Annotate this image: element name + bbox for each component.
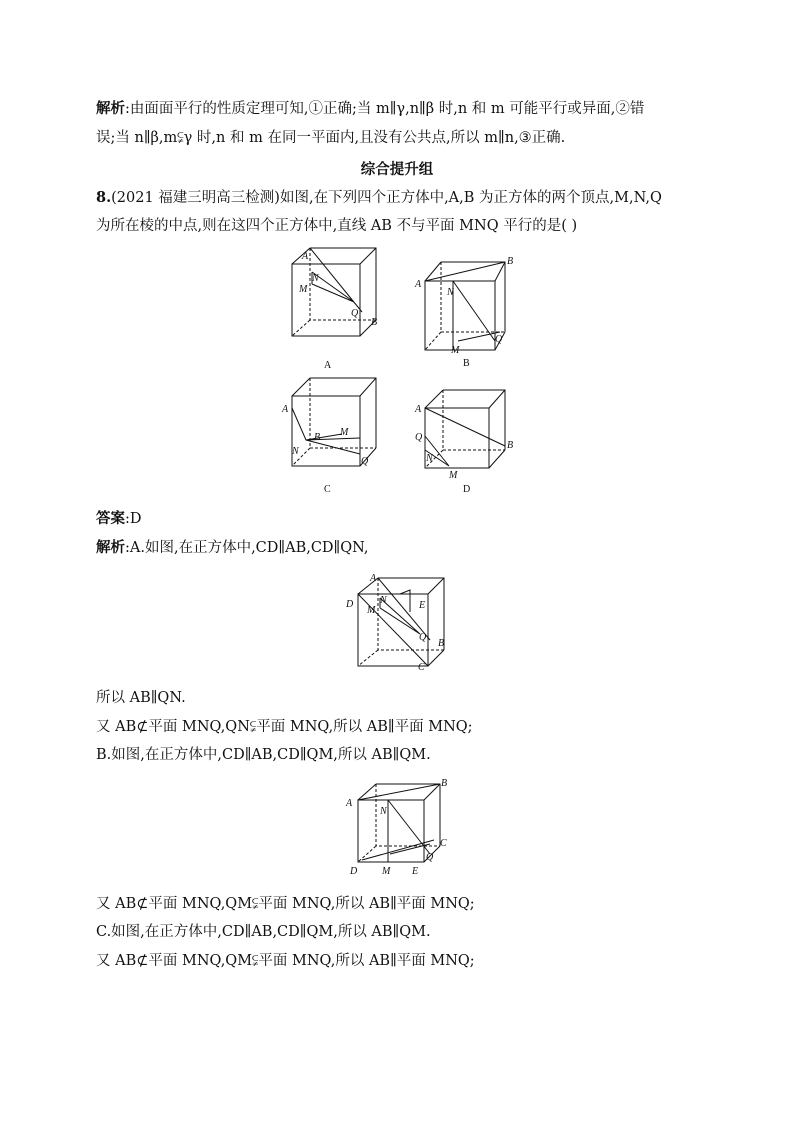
solution-figure-a [340,570,460,680]
analysis-text: :由面面平行的性质定理可知,①正确;当 m∥γ,n∥β 时,n 和 m 可能平行或异面,②错 [125,101,645,117]
question-line-1 [96,188,662,208]
fig-c-label-n: N [292,446,299,457]
answer-value: :D [125,511,142,527]
fig-a-label-q: Q [351,308,359,319]
figure-a [282,248,382,374]
sol-b-label-b: B [441,778,448,789]
sol-b-label-c: C [440,838,447,849]
fig-a-caption: A [324,360,332,371]
fig-c-label-m: M [340,427,349,438]
fig-b-label-b: B [507,256,514,267]
fig-b-label-m: M [451,345,460,356]
fig-a-label-b: B [371,317,378,328]
fig-a-label-m: M [299,284,308,295]
sol-b-label-q: Q [426,852,434,863]
fig-a-label-n: N [312,273,319,284]
solution-figure-b [340,776,460,882]
sol-a-label-n: N [380,595,387,606]
sol-b-label-a: A [346,798,353,809]
fig-d-label-q: Q [415,432,423,443]
solution-a-intro [96,538,369,558]
prev-analysis-line-2: 误;当 n∥β,m⫋γ 时,n 和 m 在同一平面内,且没有公共点,所以 m∥n,③正确. [96,130,566,146]
sol-a-label-c: C [418,662,425,673]
solution-b-intro: B.如图,在正方体中,CD∥AB,CD∥QM,所以 AB∥QM. [96,747,431,763]
fig-d-label-m: M [449,470,458,481]
sol-b-label-d: D [350,866,358,877]
question-line-2: 为所在棱的中点,则在这四个正方体中,直线 AB 不与平面 MNQ 平行的是( ) [96,218,578,234]
fig-b-label-a: A [415,279,422,290]
section-title: 综合提升组 [360,161,434,178]
question-text: (2021 福建三明高三检测)如图,在下列四个正方体中,A,B 为正方体的两个顶点,M,N,Q [111,190,662,206]
fig-a-label-a: A [302,251,309,262]
fig-d-label-a: A [415,404,422,415]
fig-b-label-q: Q [495,334,503,345]
prev-analysis-line-1 [96,99,644,119]
analysis-label: 解析 [96,100,125,117]
sol-a-label-m: M [367,605,376,616]
answer-label: 答案 [96,510,125,527]
fig-c-label-a: A [282,404,289,415]
figure-b [413,250,523,374]
sol-a-label-d: D [346,599,354,610]
question-number: 8. [96,189,112,206]
fig-d-label-b: B [507,440,514,451]
fig-b-caption: B [463,358,470,369]
sol-a-label-a: A [370,573,377,584]
solution-a-text: :A.如图,在正方体中,CD∥AB,CD∥QN, [125,540,369,556]
fig-c-label-b: B [314,432,321,443]
solution-b-line-1: 又 AB⊄平面 MNQ,QM⫋平面 MNQ,所以 AB∥平面 MNQ; [96,896,475,912]
sol-a-label-q: Q [419,632,427,643]
solution-label: 解析 [96,539,125,556]
fig-d-label-n: N [426,453,433,464]
figure-d [413,378,523,496]
sol-a-label-e: E [419,600,426,611]
fig-b-label-n: N [447,287,454,298]
sol-b-label-m: M [382,866,391,877]
fig-c-caption: C [324,484,331,495]
fig-d-caption: D [463,484,471,495]
sol-b-label-e: E [412,866,419,877]
solution-a-line-1: 所以 AB∥QN. [96,690,186,706]
solution-c-line-1: C.如图,在正方体中,CD∥AB,CD∥QM,所以 AB∥QM. [96,924,431,940]
solution-c-line-2: 又 AB⊄平面 MNQ,QM⫋平面 MNQ,所以 AB∥平面 MNQ; [96,953,475,969]
figure-c [282,378,382,496]
sol-b-label-n: N [380,806,387,817]
fig-c-label-q: Q [361,456,369,467]
solution-a-line-2: 又 AB⊄平面 MNQ,QN⫋平面 MNQ,所以 AB∥平面 MNQ; [96,719,473,735]
sol-a-label-b: B [438,638,445,649]
answer-line [96,509,142,529]
